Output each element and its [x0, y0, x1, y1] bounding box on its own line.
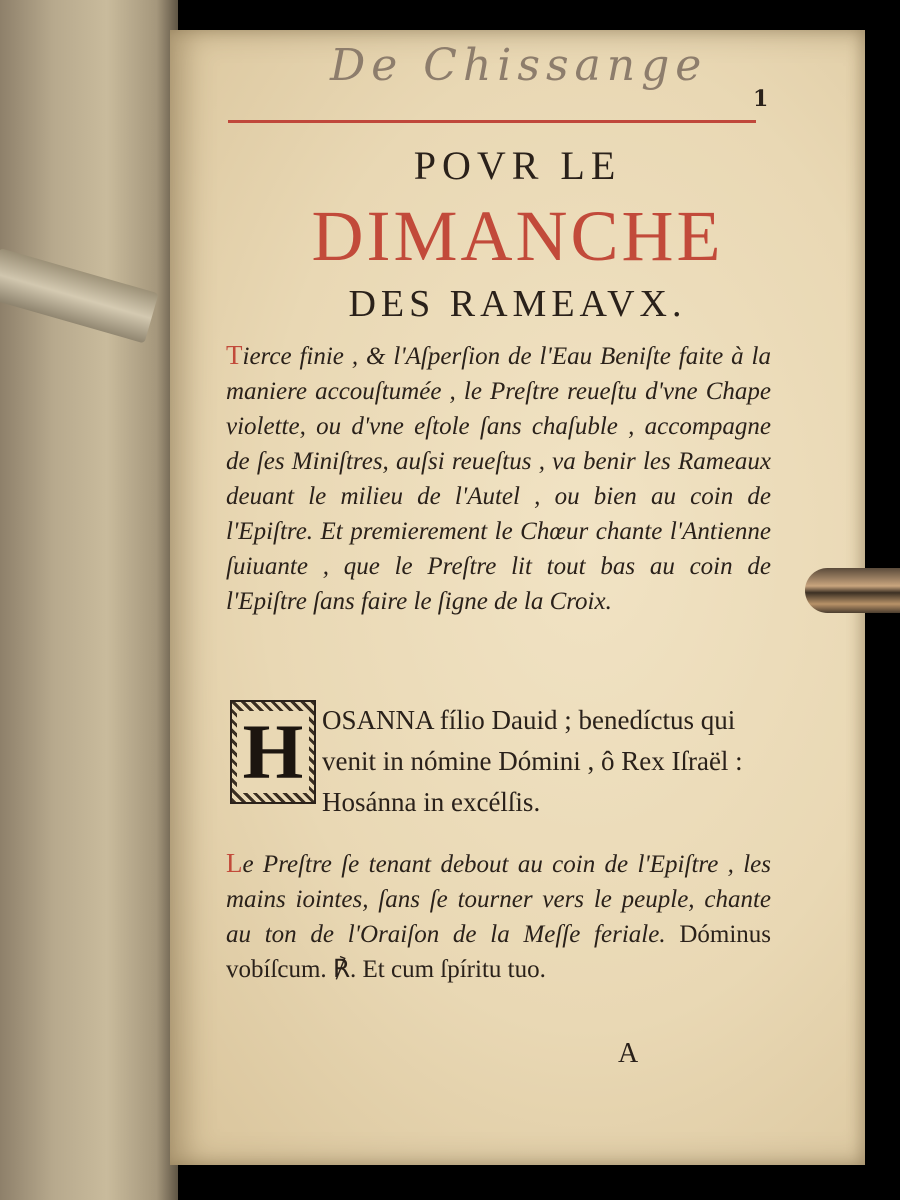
rubric-initial: T	[226, 340, 243, 370]
rubric2-text: e Preſtre ſe tenant debout au coin de l'Epiſtre , les mains iointes, ſans ſe tourner vers le peuple, chante au ton de l'Oraiſon de la Meſſe feriale.	[226, 851, 771, 948]
catchword: A	[618, 1038, 639, 1069]
red-rule-divider	[228, 120, 756, 123]
rubric-paragraph-1	[226, 338, 771, 619]
page-clip	[805, 568, 900, 613]
chant-text: OSANNA fílio Dauid ; benedíctus qui venit in nómine Dómini , ô Rex Iſraël : Hosánna in excélſis.	[322, 705, 743, 817]
handwritten-signature: De Chissange	[330, 40, 708, 91]
decorated-initial	[230, 700, 316, 804]
rubric2-initial: L	[226, 848, 243, 878]
rubric-paragraph-2	[226, 846, 771, 987]
left-page-edge	[0, 0, 178, 1200]
heading-dimanche: DIMANCHE	[311, 196, 724, 276]
page-number: 1	[753, 86, 769, 112]
rubric2-latin: Dóminus vobíſcum. ℟. Et cum ſpíritu tuo.	[226, 921, 771, 983]
chant-paragraph	[230, 700, 775, 823]
rubric-text: ierce finie , & l'Aſperſion de l'Eau Beniſte faite à la maniere accouſtumée , le Preſtre reueſtu d'vne Chape violette, ou d'vne eſtole ſans chaſuble , accompagne de ſes Miniſtres, auſsi reueſtus , va benir les Rameaux deuant le milieu de l'Autel , ou bien au coin de l'Epiſtre. Et premierement le Chœur chante l'Antienne ſuiuante , que le Preſtre lit tout bas au coin de l'Epiſtre ſans faire le ſigne de la Croix.	[226, 343, 771, 615]
decorated-initial-letter: H	[237, 711, 310, 793]
heading-line-3: DES RAMEAVX.	[348, 283, 687, 325]
heading-line-1: POVR LE	[413, 143, 622, 188]
